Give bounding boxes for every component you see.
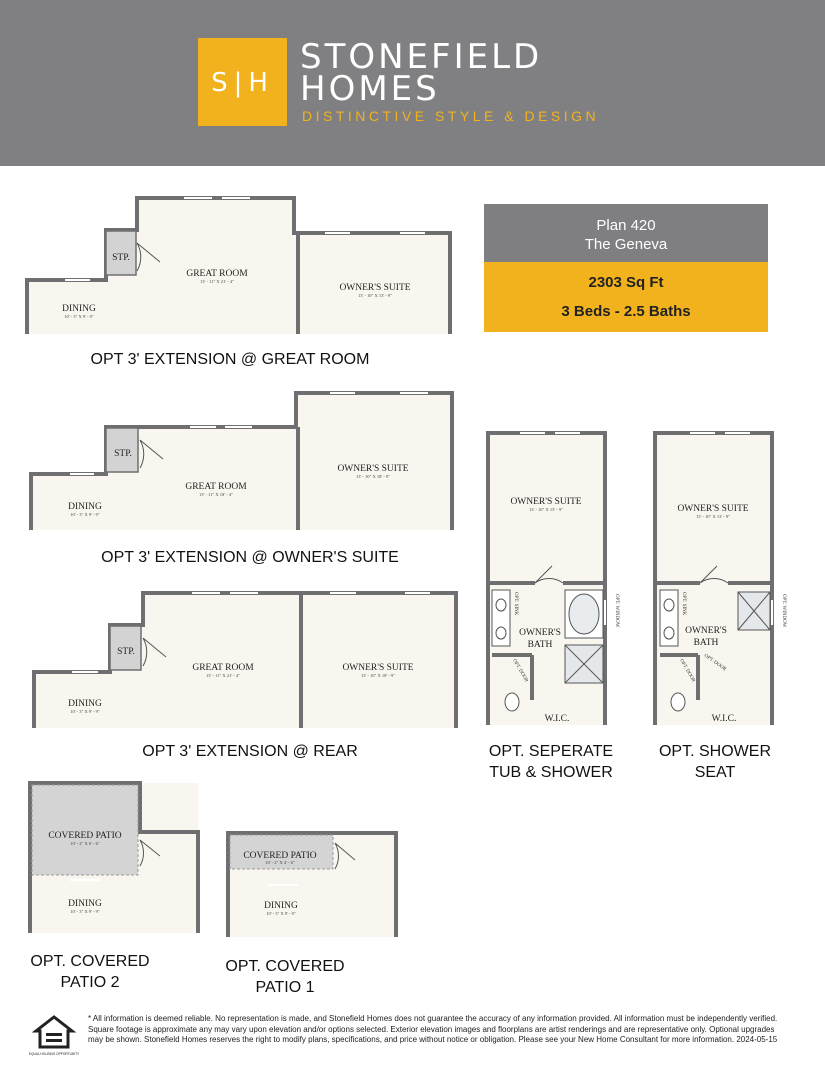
- brand-name-line2: HOMES: [300, 69, 440, 109]
- owners-suite-label: OWNER'S SUITE: [677, 504, 749, 514]
- caption-tub-shower: [476, 741, 626, 783]
- dining-label: DINING: [62, 304, 96, 314]
- owners-suite-dim: 13' - 10" X 18' - 9": [360, 673, 396, 678]
- caption-line: OPT. COVERED: [30, 953, 150, 970]
- owners-suite-dim: 13' - 10" X 13' - 9": [528, 507, 564, 512]
- great-room-dim: 13' - 11" X 21' - 4": [206, 673, 240, 678]
- owners-suite-dim: 13' - 10" X 18' - 9": [355, 474, 391, 479]
- dining-label: DINING: [68, 699, 102, 709]
- wic-label: W.I.C.: [544, 714, 570, 724]
- dining-dim: 10' - 3" X 9' - 9": [70, 512, 100, 517]
- dining-dim: 10' - 3" X 9' - 9": [70, 909, 100, 914]
- stp-label: STP.: [117, 647, 135, 657]
- caption-ext-great-room: OPT 3' EXTENSION @ GREAT ROOM: [90, 351, 370, 368]
- dining-label: DINING: [264, 901, 298, 911]
- caption-line: TUB & SHOWER: [489, 764, 613, 781]
- caption-line: OPT. SHOWER: [658, 743, 771, 760]
- caption-patio-1: [210, 956, 360, 998]
- equal-housing-icon: [28, 1015, 80, 1059]
- great-room-label: GREAT ROOM: [186, 269, 248, 279]
- opt-door-label: OPT. DOOR: [678, 658, 696, 684]
- stp-label: STP.: [112, 253, 130, 263]
- plan-number: Plan 420: [596, 217, 656, 234]
- dining-label: DINING: [68, 899, 102, 909]
- great-room-label: GREAT ROOM: [192, 663, 254, 673]
- great-room-dim: 13' - 11" X 18' - 4": [199, 492, 233, 497]
- caption-patio-2: [15, 951, 165, 993]
- disclaimer: * All information is deemed reliable. No representation is made, and Stonefield Homes does not guarantee the accuracy of any information provided. All information must be independently verified. Square footage is approximate any may vary upon elevation and/or options selected. Exterior elevation images and floorplans are artist renderings and are representative only. Optional upgrades may be shown. Stonefield Homes reserves the right to modify plans, specifications, and price without notice or obligation. Please see your New Home Consultant for more information. 2024-05-15: [88, 1014, 778, 1045]
- opt-sink-label: OPT. SINK: [513, 592, 518, 616]
- owners-suite-dim: 13' - 10" X 13' - 9": [695, 514, 731, 519]
- caption-line: OPT. COVERED: [225, 958, 345, 975]
- opt-door-label: OPT. DOOR: [511, 658, 529, 684]
- stp-label: STP.: [114, 449, 132, 459]
- plan-name: The Geneva: [584, 236, 668, 253]
- owners-bath-label: BATH: [693, 638, 719, 648]
- covered-patio-label: COVERED PATIO: [243, 851, 317, 861]
- caption-line: PATIO 2: [60, 974, 120, 991]
- brand-tagline: DISTINCTIVE STYLE & DESIGN: [302, 108, 600, 124]
- owners-bath-label: OWNER'S: [685, 626, 727, 636]
- owners-suite-dim: 13' - 10" X 13' - 9": [357, 293, 393, 298]
- caption-ext-rear: OPT 3' EXTENSION @ REAR: [142, 743, 358, 760]
- great-room-dim: 13' - 11" X 21' - 4": [200, 279, 234, 284]
- caption-line: SEAT: [694, 764, 736, 781]
- owners-bath-label: BATH: [527, 640, 553, 650]
- plan-sqft: 2303 Sq Ft: [588, 274, 664, 291]
- owners-bath-label: OWNER'S: [519, 628, 561, 638]
- brand-name-line1: STONEFIELD: [300, 37, 543, 77]
- covered-patio-dim: 10' - 2" X 4' - 6": [265, 860, 295, 865]
- dining-label: DINING: [68, 502, 102, 512]
- opt-sink-label: OPT. SINK: [681, 592, 686, 616]
- plan-beds-baths: 3 Beds - 2.5 Baths: [561, 303, 691, 320]
- opt-window-label: OPT. WINDOW: [614, 594, 619, 628]
- caption-ext-owners-suite: OPT 3' EXTENSION @ OWNER'S SUITE: [101, 549, 399, 566]
- covered-patio-label: COVERED PATIO: [48, 831, 122, 841]
- owners-suite-label: OWNER'S SUITE: [510, 497, 582, 507]
- logo-letters: S|H: [211, 68, 274, 98]
- caption-shower-seat: [640, 741, 790, 783]
- opt-window-label: OPT. WINDOW: [781, 594, 786, 628]
- caption-line: PATIO 1: [255, 979, 315, 996]
- caption-line: OPT. SEPERATE: [488, 743, 614, 760]
- dining-dim: 10' - 3" X 9' - 9": [266, 911, 296, 916]
- dining-dim: 10' - 3" X 9' - 9": [64, 314, 94, 319]
- owners-suite-label: OWNER'S SUITE: [342, 663, 414, 673]
- dining-dim: 10' - 3" X 9' - 9": [70, 709, 100, 714]
- covered-patio-dim: 10' - 2" X 6' - 6": [70, 841, 100, 846]
- owners-suite-label: OWNER'S SUITE: [339, 283, 411, 293]
- wic-label: W.I.C.: [711, 714, 737, 724]
- opt-door-label: OPT. DOOR: [702, 653, 727, 673]
- equal-housing-text: EQUAL HOUSING OPPORTUNITY: [28, 1052, 80, 1056]
- owners-suite-label: OWNER'S SUITE: [337, 464, 409, 474]
- great-room-label: GREAT ROOM: [185, 482, 247, 492]
